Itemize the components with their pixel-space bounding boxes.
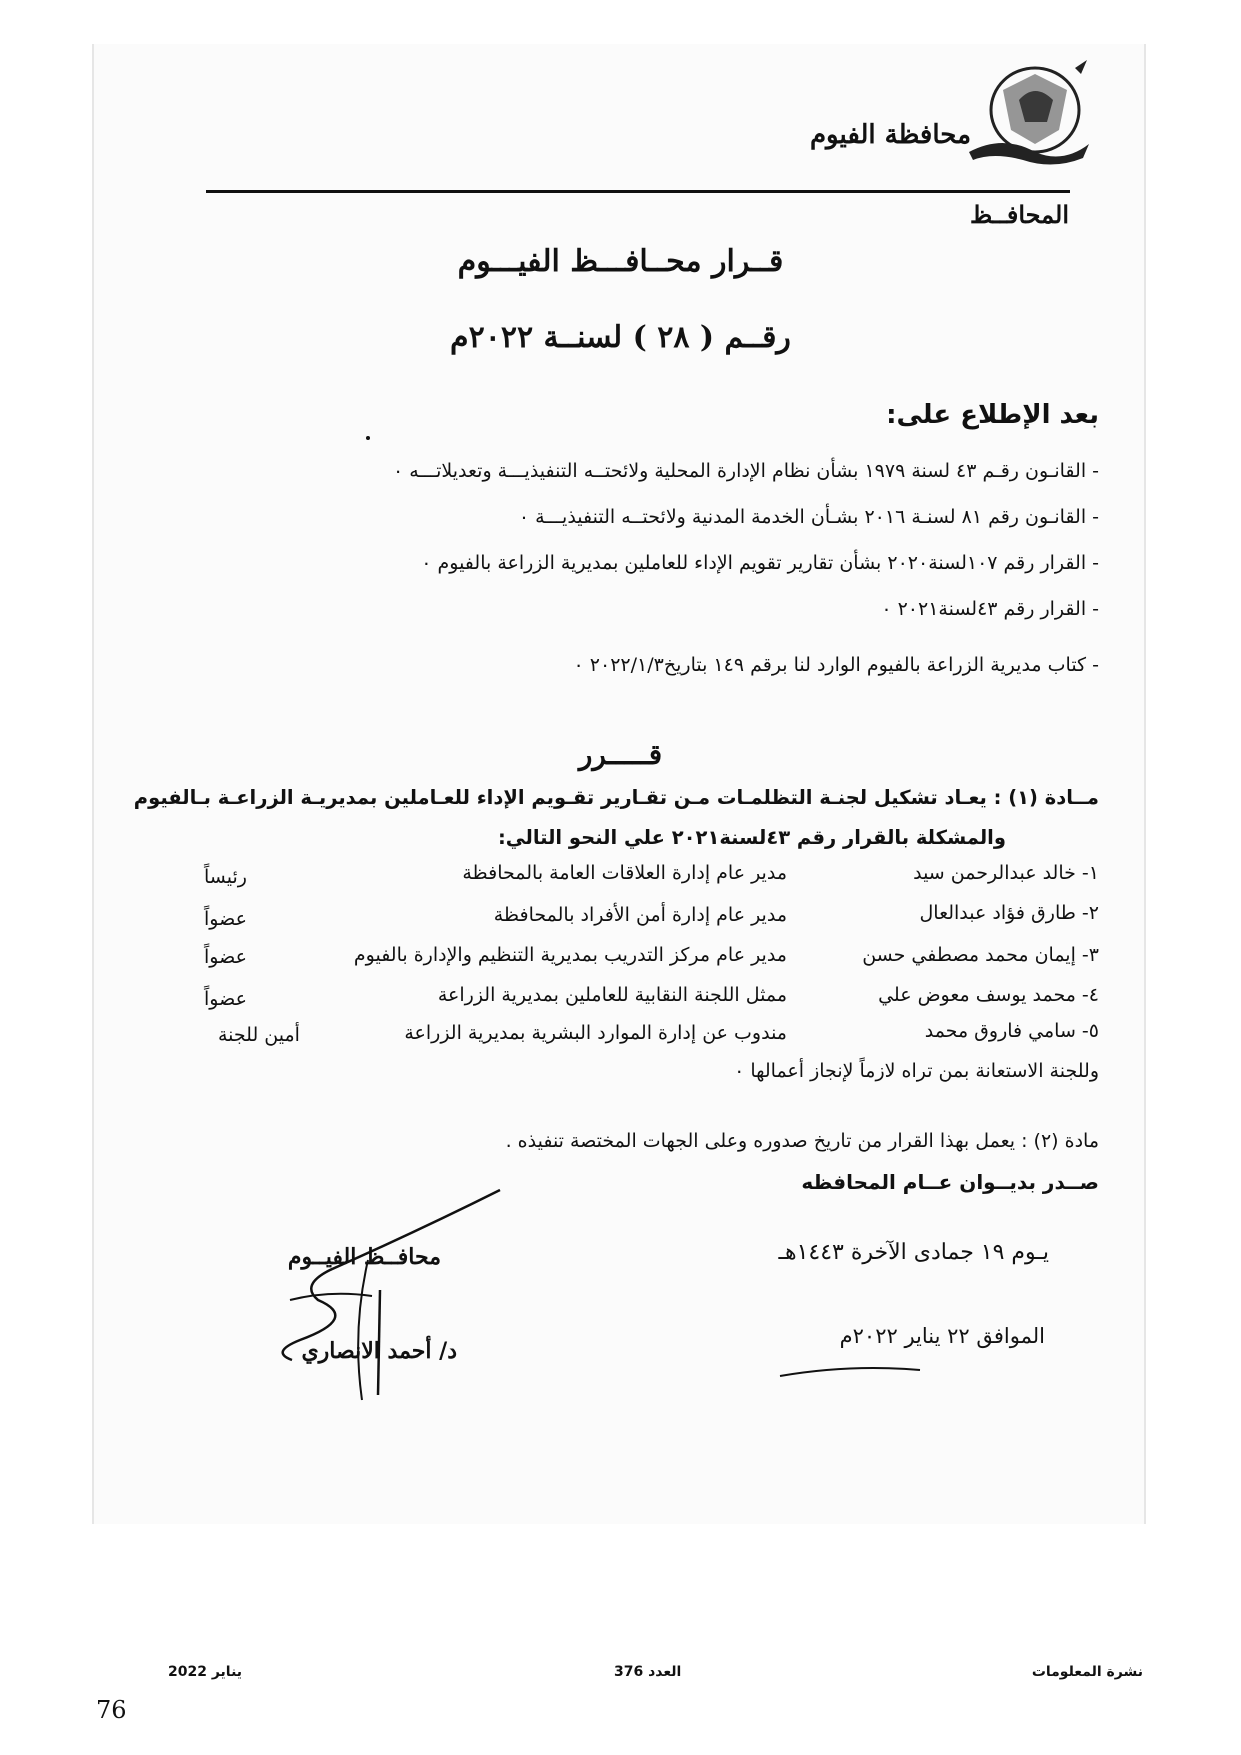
member-name: ٤- محمد يوسف معوض علي (878, 984, 1099, 1006)
member-title: رئيساً (204, 866, 247, 888)
member-role: مدير عام إدارة العلاقات العامة بالمحافظة (462, 862, 787, 884)
preamble-item: - القانـون رقـم ٤٣ لسنة ١٩٧٩ بشأن نظام الإدارة المحلية ولائحتــه التنفيذيـــة وتعديلاتـــه ٠ (392, 460, 1099, 482)
committee-note: وللجنة الاستعانة بمن تراه لازماً لإنجاز أعمالها ٠ (734, 1060, 1099, 1082)
preamble-item: - كتاب مديرية الزراعة بالفيوم الوارد لنا برقم ١٤٩ بتاريخ٢٠٢٢/١/٣ ٠ (573, 654, 1099, 676)
member-name: ٥- سامي فاروق محمد (924, 1020, 1099, 1042)
member-name: ٢- طارق فؤاد عبدالعال (919, 902, 1099, 924)
decree-title: قــرار محــافـــظ الفيـــوم (457, 244, 784, 279)
member-name: ٣- إيمان محمد مصطفي حسن (862, 944, 1099, 966)
member-role: ممثل اللجنة النقابية للعاملين بمديرية الزراعة (437, 984, 787, 1006)
member-name: ١- خالد عبدالرحمن سيد (913, 862, 1099, 884)
member-title: عضواً (204, 946, 247, 968)
footer-publication: نشرة المعلومات (1031, 1664, 1143, 1680)
decision-heading: قـــــرر (578, 738, 663, 771)
hijri-date: يـوم ١٩ جمادى الآخرة ١٤٤٣هـ (778, 1240, 1049, 1265)
preamble-heading: بعد الإطلاع على: (886, 400, 1099, 430)
article-1-line-2: والمشكلة بالقرار رقم ٤٣لسنة٢٠٢١ علي النحو التالي: (497, 826, 1006, 849)
decree-number: رقــم ( ٢٨ ) لسنــة ٢٠٢٢م (450, 320, 791, 355)
gregorian-date: الموافق ٢٢ يناير ٢٠٢٢م (839, 1324, 1045, 1348)
article-2: مادة (٢) : يعمل بهذا القرار من تاريخ صدوره وعلى الجهات المختصة تنفيذه . (505, 1130, 1099, 1152)
page-number: 76 (96, 1696, 127, 1724)
member-title: عضواً (204, 908, 247, 930)
preamble-item: - القرار رقم ٤٣لسنة٢٠٢١ ٠ (881, 598, 1099, 620)
preamble-item: - القرار رقم ١٠٧لسنة٢٠٢٠ بشأن تقارير تقويم الإداء للعاملين بمديرية الزراعة بالفيوم ٠ (421, 552, 1099, 574)
governorate-emblem (963, 60, 1093, 168)
footer-issue: العدد 376 (614, 1664, 682, 1680)
issued-at: صــدر بديــوان عــام المحافظه (801, 1170, 1099, 1194)
member-role: مدير عام مركز التدريب بمديرية التنظيم والإدارة بالفيوم (353, 944, 787, 966)
header-divider (206, 190, 1070, 193)
member-title: عضواً (204, 988, 247, 1010)
member-title: أمين للجنة (218, 1024, 300, 1046)
member-role: مندوب عن إدارة الموارد البشرية بمديرية الزراعة (404, 1022, 787, 1044)
signatory-name: د/ أحمد الانصاري (301, 1338, 457, 1364)
governorate-name: محافظة الفيوم (809, 120, 971, 150)
signatory-title: محافــظ الفيــوم (287, 1244, 441, 1270)
footer-date: يناير 2022 (168, 1664, 243, 1680)
member-role: مدير عام إدارة أمن الأفراد بالمحافظة (493, 904, 787, 926)
preamble-item: - القانـون رقم ٨١ لسنـة ٢٠١٦ بشـأن الخدمة المدنية ولائحتــه التنفيذيـــة ٠ (518, 506, 1099, 528)
article-1-line-1: مــادة (١) : يعـاد تشكيل لجنـة التظلمـات مـن تقـارير تقـويم الإداء للعـاملين بمديريـة الزراعـة بـالفيوم (133, 786, 1099, 809)
office-label: المحافــظ (970, 200, 1069, 229)
